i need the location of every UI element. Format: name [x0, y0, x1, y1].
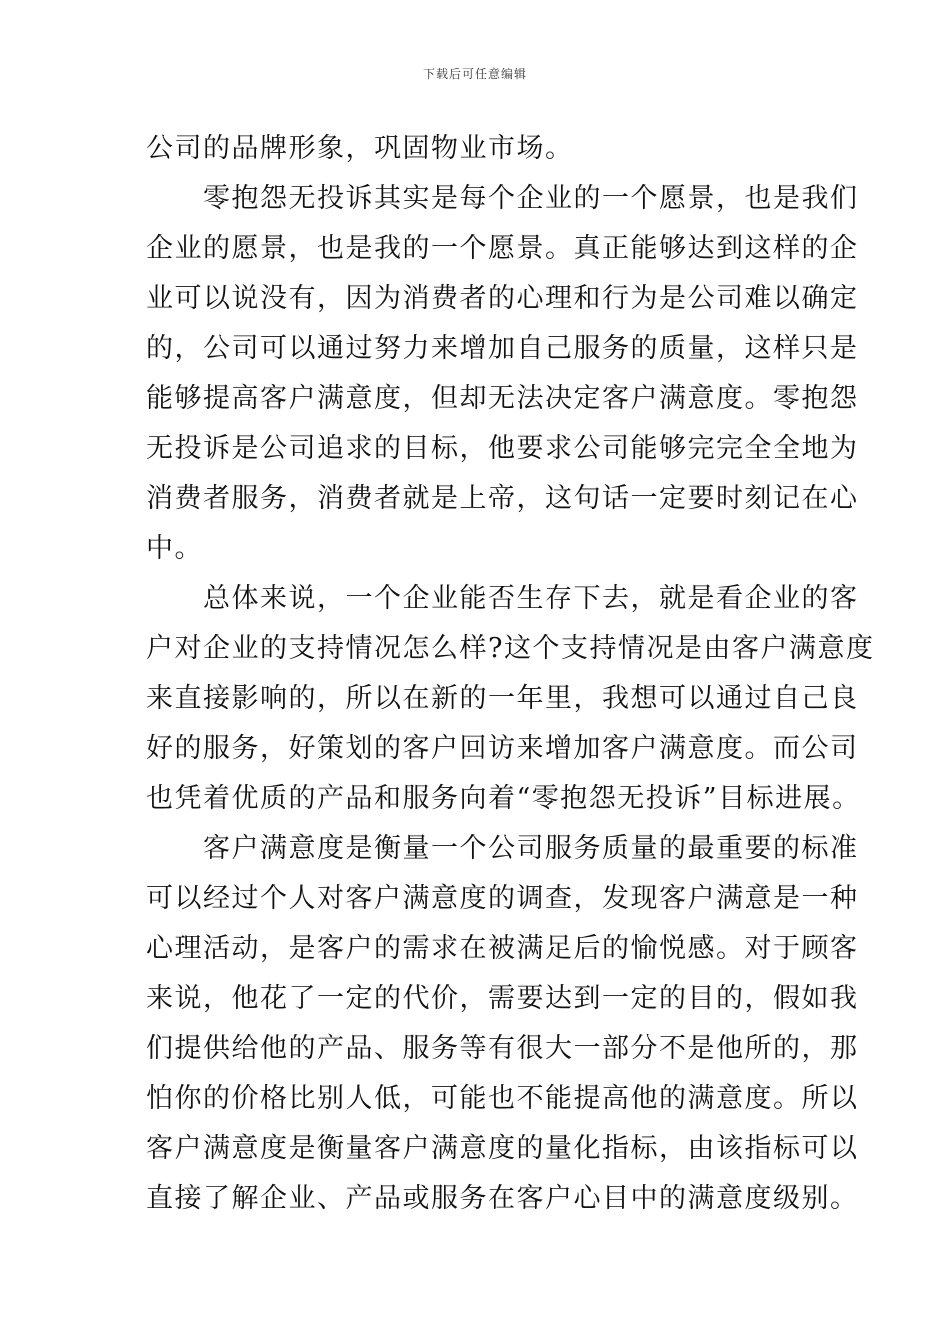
page-header: 下载后可任意编辑 — [422, 67, 527, 81]
body-line: 客户满意度是衡量一个公司服务质量的最重要的标准 — [146, 833, 859, 864]
body-line: 能够提高客户满意度，但却无法决定客户满意度。零抱怨 — [146, 383, 859, 414]
body-line: 心理活动，是客户的需求在被满足后的愉悦感。对于顾客 — [146, 933, 859, 964]
body-line: 可以经过个人对客户满意度的调查，发现客户满意是一种 — [146, 883, 859, 914]
body-line: 来直接影响的，所以在新的一年里，我想可以通过自己良 — [146, 683, 859, 714]
body-line: 怕你的价格比别人低，可能也不能提高他的满意度。所以 — [146, 1083, 859, 1114]
body-line: 客户满意度是衡量客户满意度的量化指标，由该指标可以 — [146, 1133, 859, 1164]
body-line: 好的服务，好策划的客户回访来增加客户满意度。而公司 — [146, 733, 859, 764]
body-line: 公司的品牌形象，巩固物业市场。 — [146, 133, 574, 164]
body-line: 们提供给他的产品、服务等有很大一部分不是他所的，那 — [146, 1033, 859, 1064]
body-line: 企业的愿景，也是我的一个愿景。真正能够达到这样的企 — [146, 233, 859, 264]
body-line: 的，公司可以通过努力来增加自己服务的质量，这样只是 — [146, 333, 859, 364]
body-line: 零抱怨无投诉其实是每个企业的一个愿景，也是我们 — [146, 183, 859, 214]
body-line: 户对企业的支持情况怎么样?这个支持情况是由客户满意度 — [146, 633, 875, 664]
body-line: 总体来说，一个企业能否生存下去，就是看企业的客 — [146, 583, 859, 614]
body-line: 来说，他花了一定的代价，需要达到一定的目的，假如我 — [146, 983, 859, 1014]
body-line: 中。 — [146, 533, 203, 564]
body-line: 直接了解企业、产品或服务在客户心目中的满意度级别。 — [146, 1183, 859, 1214]
body-line: 消费者服务，消费者就是上帝，这句话一定要时刻记在心 — [146, 483, 859, 514]
body-line: 无投诉是公司追求的目标，他要求公司能够完完全全地为 — [146, 433, 859, 464]
body-line: 业可以说没有，因为消费者的心理和行为是公司难以确定 — [146, 283, 859, 314]
body-line: 也凭着优质的产品和服务向着“零抱怨无投诉”目标进展。 — [146, 783, 861, 814]
